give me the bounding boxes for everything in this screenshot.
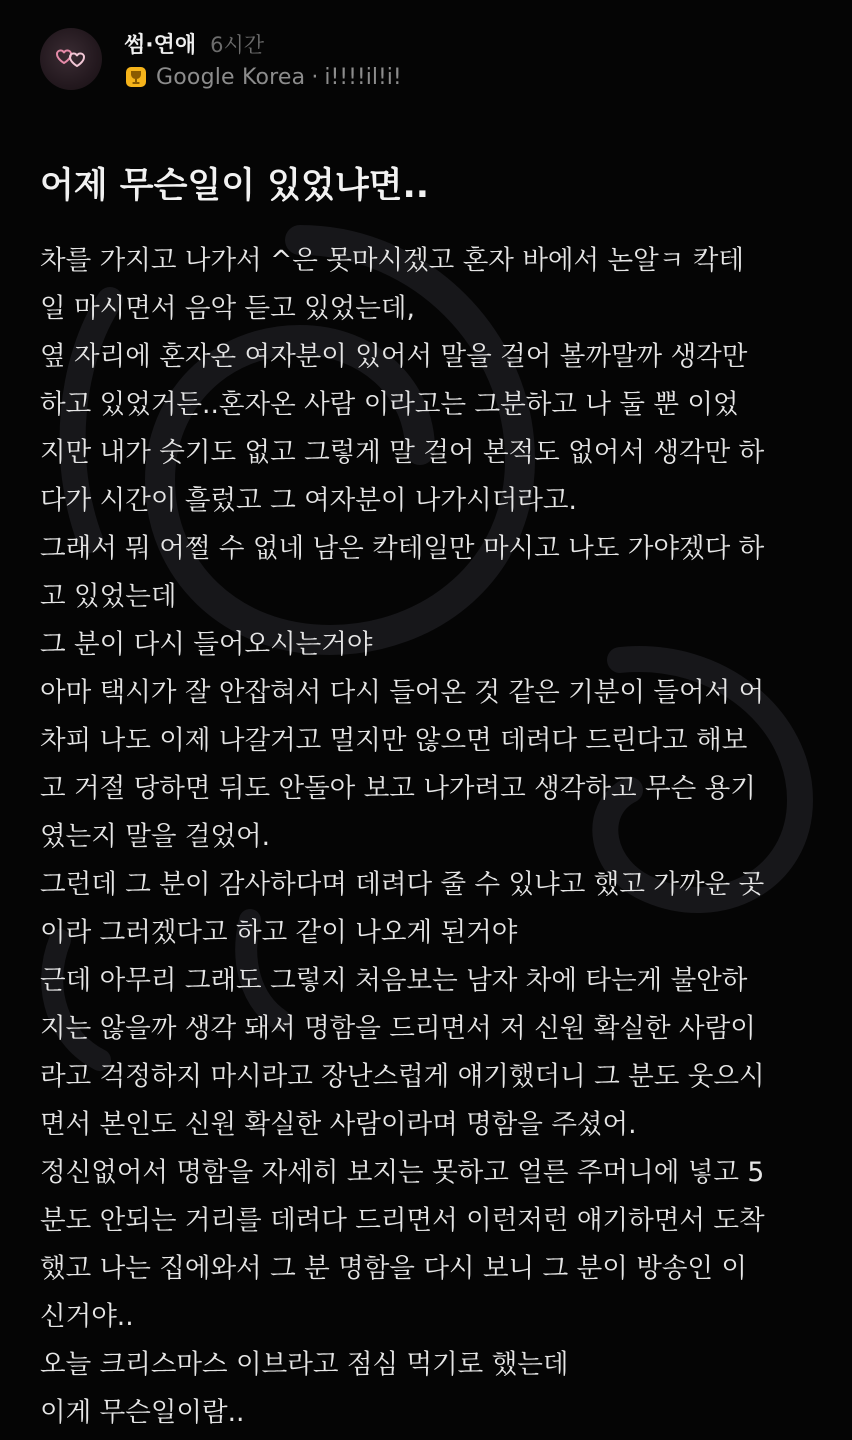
- body-line: 차를 가지고 나가서 ^은 못마시겠고 혼자 바에서 논알ㅋ 칵테: [40, 245, 744, 276]
- post-header: [40, 28, 820, 92]
- body-line: 이게 무슨일이람..: [40, 1397, 245, 1428]
- avatar-hearts-icon: [40, 28, 102, 90]
- avatar[interactable]: [40, 28, 102, 90]
- meta-separator: ·: [311, 64, 319, 90]
- body-line: 고 있었는데: [40, 581, 177, 612]
- body-line: 근데 아무리 그래도 그렇지 처음보는 남자 차에 타는게 불안하: [40, 965, 748, 996]
- body-line: 였는지 말을 걸었어.: [40, 821, 271, 852]
- body-line: 정신없어서 명함을 자세히 보지는 못하고 얼른 주머니에 넣고 5: [40, 1157, 765, 1188]
- body-line: 옆 자리에 혼자온 여자분이 있어서 말을 걸어 볼까말까 생각만: [40, 341, 748, 372]
- body-line: 이라 그러겠다고 하고 같이 나오게 된거야: [40, 917, 518, 948]
- company-badge-icon: [124, 65, 148, 89]
- body-line: 하고 있었거든..혼자온 사람 이라고는 그분하고 나 둘 뿐 이었: [40, 389, 739, 420]
- body-line: 그런데 그 분이 감사하다며 데려다 줄 수 있냐고 했고 가까운 곳: [40, 869, 765, 900]
- author-nickname[interactable]: i!!!!il!i!: [324, 64, 402, 90]
- body-line: 지만 내가 숫기도 없고 그렇게 말 걸어 본적도 없어서 생각만 하: [40, 437, 765, 468]
- body-line: 고 거절 당하면 뒤도 안돌아 보고 나가려고 생각하고 무슨 용기: [40, 773, 756, 804]
- post-meta: [124, 28, 402, 92]
- body-line: 다가 시간이 흘렀고 그 여자분이 나가시더라고.: [40, 485, 577, 516]
- body-line: 오늘 크리스마스 이브라고 점심 먹기로 했는데: [40, 1349, 569, 1380]
- body-line: 라고 걱정하지 마시라고 장난스럽게 얘기했더니 그 분도 웃으시: [40, 1061, 765, 1092]
- body-line: 지는 않을까 생각 돼서 명함을 드리면서 저 신원 확실한 사람이: [40, 1013, 756, 1044]
- body-line: 아마 택시가 잘 안잡혀서 다시 들어온 것 같은 기분이 들어서 어: [40, 677, 765, 708]
- body-line: 일 마시면서 음악 듣고 있었는데,: [40, 293, 415, 324]
- post-body: [40, 237, 830, 1437]
- company-name[interactable]: Google Korea: [156, 64, 306, 90]
- body-line: 신거야..: [40, 1301, 134, 1332]
- post-title: 어제 무슨일이 있었냐면..: [40, 166, 430, 206]
- body-line: 그래서 뭐 어쩔 수 없네 남은 칵테일만 마시고 나도 가야겠다 하: [40, 533, 765, 564]
- body-line: 그 분이 다시 들어오시는거야: [40, 629, 373, 660]
- post-time: 6시간: [210, 33, 265, 57]
- body-line: 면서 본인도 신원 확실한 사람이라며 명함을 주셨어.: [40, 1109, 637, 1140]
- category-label[interactable]: 썸·연애: [124, 33, 197, 58]
- body-line: 차피 나도 이제 나갈거고 멀지만 않으면 데려다 드린다고 해보: [40, 725, 748, 756]
- body-line: 했고 나는 집에와서 그 분 명함을 다시 보니 그 분이 방송인 이: [40, 1253, 748, 1284]
- body-line: 분도 안되는 거리를 데려다 드리면서 이런저런 얘기하면서 도착: [40, 1205, 765, 1236]
